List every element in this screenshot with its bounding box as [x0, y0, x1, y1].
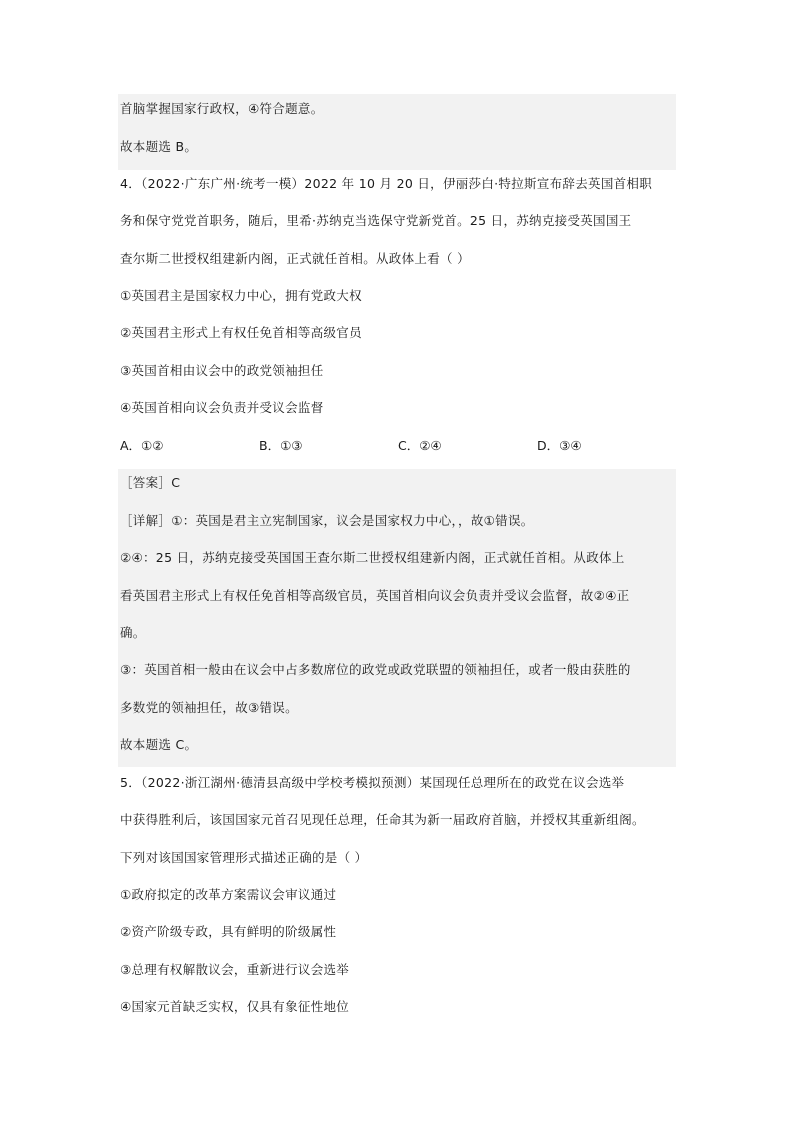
q4-answer: ［答案］C	[120, 475, 181, 490]
q5-statement-2: ②资产阶级专政，具有鲜明的阶级属性	[120, 924, 337, 939]
q4-analysis-line-6: 多数党的领袖担任，故③错误。	[120, 700, 298, 715]
q4-option-a: A．①②	[120, 438, 164, 453]
q4-conclusion: 故本题选 C。	[120, 737, 198, 752]
q4-options	[120, 438, 680, 454]
q4-option-d: D．③④	[537, 438, 582, 453]
q4-statement-3: ③英国首相由议会中的政党领袖担任	[120, 363, 324, 378]
q4-stem-line-1: 4．（2022·广东广州·统考一模）2022 年 10 月 20 日，伊丽莎白·特拉斯宣布辞去英国首相职	[120, 176, 653, 191]
q4-statement-2: ②英国君主形式上有权任免首相等高级官员	[120, 325, 362, 340]
q4-stem-line-3: 查尔斯二世授权组建新内阁，正式就任首相。从政体上看（ ）	[120, 251, 470, 266]
q5-statement-3: ③总理有权解散议会，重新进行议会选举	[120, 962, 350, 977]
q4-analysis-line-2: ②④：25 日，苏纳克接受英国国王查尔斯二世授权组建新内阁，正式就任首相。从政体上	[120, 550, 625, 565]
q5-stem-line-2: 中获得胜利后，该国国家元首召见现任总理，任命其为新一届政府首脑，并授权其重新组阁。	[120, 812, 645, 827]
q4-option-b: B．①③	[259, 438, 303, 453]
q4-stem-line-2: 务和保守党党首职务，随后，里希·苏纳克当选保守党新党首。25 日，苏纳克接受英国国王	[120, 213, 632, 228]
q4-analysis-line-4: 确。	[120, 625, 146, 640]
q4-statement-4: ④英国首相向议会负责并受议会监督	[120, 400, 324, 415]
prev-explanation-line: 首脑掌握国家行政权，④符合题意。	[120, 101, 324, 116]
prev-conclusion: 故本题选 B。	[120, 139, 198, 154]
q4-analysis-line-5: ③：英国首相一般由在议会中占多数席位的政党或政党联盟的领袖担任，或者一般由获胜的	[120, 662, 631, 677]
q4-analysis-line-1: ［详解］①：英国是君主立宪制国家，议会是国家权力中心，，故①错误。	[120, 513, 534, 528]
q5-stem-line-3: 下列对该国国家管理形式描述正确的是（ ）	[120, 850, 368, 865]
q5-statement-4: ④国家元首缺乏实权，仅具有象征性地位	[120, 999, 350, 1014]
q5-statement-1: ①政府拟定的改革方案需议会审议通过	[120, 887, 337, 902]
q4-option-c: C．②④	[398, 438, 442, 453]
q4-statement-1: ①英国君主是国家权力中心，拥有党政大权	[120, 288, 362, 303]
q5-stem-line-1: 5．（2022·浙江湖州·德清县高级中学校考模拟预测）某国现任总理所在的政党在议会选举	[120, 775, 625, 790]
q4-analysis-line-3: 看英国君主形式上有权任免首相等高级官员，英国首相向议会负责并受议会监督，故②④正	[120, 588, 630, 603]
